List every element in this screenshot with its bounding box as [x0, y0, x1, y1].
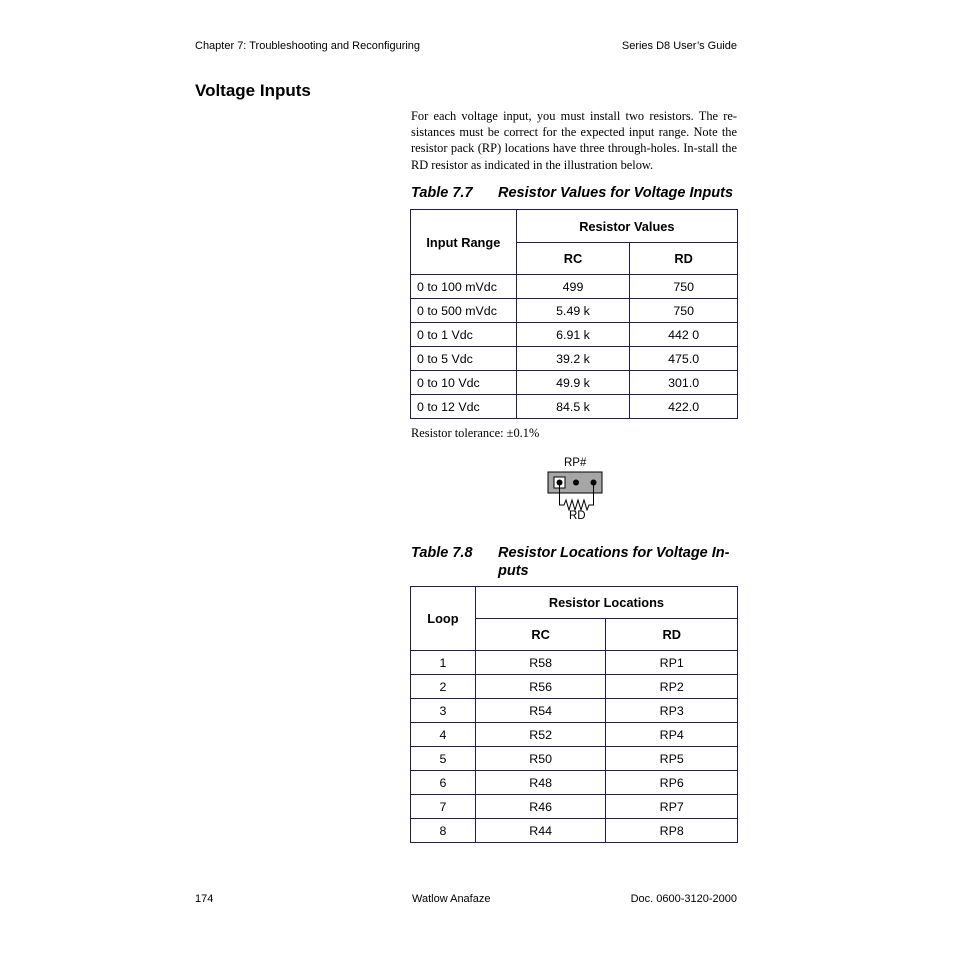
table-cell: 442 0 [630, 323, 738, 347]
col-header-rc: RC [516, 243, 630, 275]
table-cell: RP3 [606, 699, 738, 723]
table-cell: 1 [411, 651, 476, 675]
table-cell: 49.9 k [516, 371, 630, 395]
table-row [411, 275, 738, 299]
table-cell: R58 [475, 651, 606, 675]
col-header-resistor-locations: Resistor Locations [475, 587, 737, 619]
col-header-rd: RD [606, 619, 738, 651]
table-cell: 750 [630, 275, 738, 299]
table-cell: RP8 [606, 819, 738, 843]
table-cell: 750 [630, 299, 738, 323]
table-7-7-title: Resistor Values for Voltage Inputs [498, 185, 734, 201]
resistor-values-table [410, 209, 738, 419]
table-cell: RP5 [606, 747, 738, 771]
table-cell: R46 [475, 795, 606, 819]
table-row [411, 395, 738, 419]
table-cell: RP1 [606, 651, 738, 675]
table-row [411, 747, 738, 771]
table-cell: 0 to 1 Vdc [411, 323, 517, 347]
resistor-pack-diagram [545, 471, 607, 511]
col-header-rd: RD [630, 243, 738, 275]
table-cell: RP2 [606, 675, 738, 699]
table-cell: 301.0 [630, 371, 738, 395]
col-header-loop: Loop [411, 587, 476, 651]
col-header-resistor-values: Resistor Values [516, 210, 737, 243]
table-row [411, 771, 738, 795]
table-cell: 499 [516, 275, 630, 299]
table-row [411, 371, 738, 395]
table-cell: RP7 [606, 795, 738, 819]
rd-label: RD [569, 510, 586, 522]
table-cell: 475.0 [630, 347, 738, 371]
table-row [411, 675, 738, 699]
col-header-rc: RC [475, 619, 606, 651]
through-hole-1 [557, 480, 563, 486]
table-cell: 6 [411, 771, 476, 795]
table-cell: 422.0 [630, 395, 738, 419]
table-cell: R54 [475, 699, 606, 723]
table-cell: 2 [411, 675, 476, 699]
table-cell: 0 to 500 mVdc [411, 299, 517, 323]
table-cell: R44 [475, 819, 606, 843]
through-hole-3 [591, 480, 597, 486]
table-7-7-caption [411, 185, 737, 203]
section-title: Voltage Inputs [195, 81, 311, 100]
table-cell: 84.5 k [516, 395, 630, 419]
tolerance-note: Resistor tolerance: ±0.1% [411, 426, 540, 440]
table-cell: 5 [411, 747, 476, 771]
table-row [411, 819, 738, 843]
table-row [411, 651, 738, 675]
table-7-8-title: Resistor Locations for Voltage In-puts [498, 545, 730, 579]
resistor-values-body [411, 275, 738, 419]
intro-paragraph: For each voltage input, you must install two resistors. The re-sistances must be correct for the expected input range. Note the resistor pack (RP) locations have three through-holes. In-stall the RD resistor as indicated in the illustration below. [411, 109, 737, 172]
through-hole-2 [573, 480, 579, 486]
table-cell: 3 [411, 699, 476, 723]
resistor-locations-table [410, 586, 738, 843]
footer-company: Watlow Anafaze [412, 893, 491, 905]
table-cell: 8 [411, 819, 476, 843]
table-cell: 0 to 100 mVdc [411, 275, 517, 299]
table-row [411, 723, 738, 747]
table-row [411, 347, 738, 371]
col-header-input-range: Input Range [411, 210, 517, 275]
table-cell: R48 [475, 771, 606, 795]
table-cell: R50 [475, 747, 606, 771]
table-cell: RP4 [606, 723, 738, 747]
table-cell: R56 [475, 675, 606, 699]
rp-label: RP# [564, 457, 587, 469]
table-7-8-number: Table 7.8 [411, 545, 473, 561]
table-cell: 5.49 k [516, 299, 630, 323]
table-cell: 0 to 12 Vdc [411, 395, 517, 419]
table-7-7-number: Table 7.7 [411, 185, 473, 201]
table-cell: 0 to 10 Vdc [411, 371, 517, 395]
table-row [411, 699, 738, 723]
table-cell: 4 [411, 723, 476, 747]
table-cell: RP6 [606, 771, 738, 795]
table-cell: 0 to 5 Vdc [411, 347, 517, 371]
table-row [411, 299, 738, 323]
table-row [411, 323, 738, 347]
table-7-8-caption [411, 545, 737, 581]
running-header-guide: Series D8 User’s Guide [621, 40, 737, 52]
footer-doc-number: Doc. 0600-3120-2000 [630, 893, 737, 905]
page-number: 174 [195, 893, 214, 905]
table-cell: 6.91 k [516, 323, 630, 347]
table-cell: 39.2 k [516, 347, 630, 371]
table-row [411, 795, 738, 819]
table-cell: R52 [475, 723, 606, 747]
running-header-chapter: Chapter 7: Troubleshooting and Reconfiguring [195, 40, 421, 52]
resistor-locations-body [411, 651, 738, 843]
table-cell: 7 [411, 795, 476, 819]
